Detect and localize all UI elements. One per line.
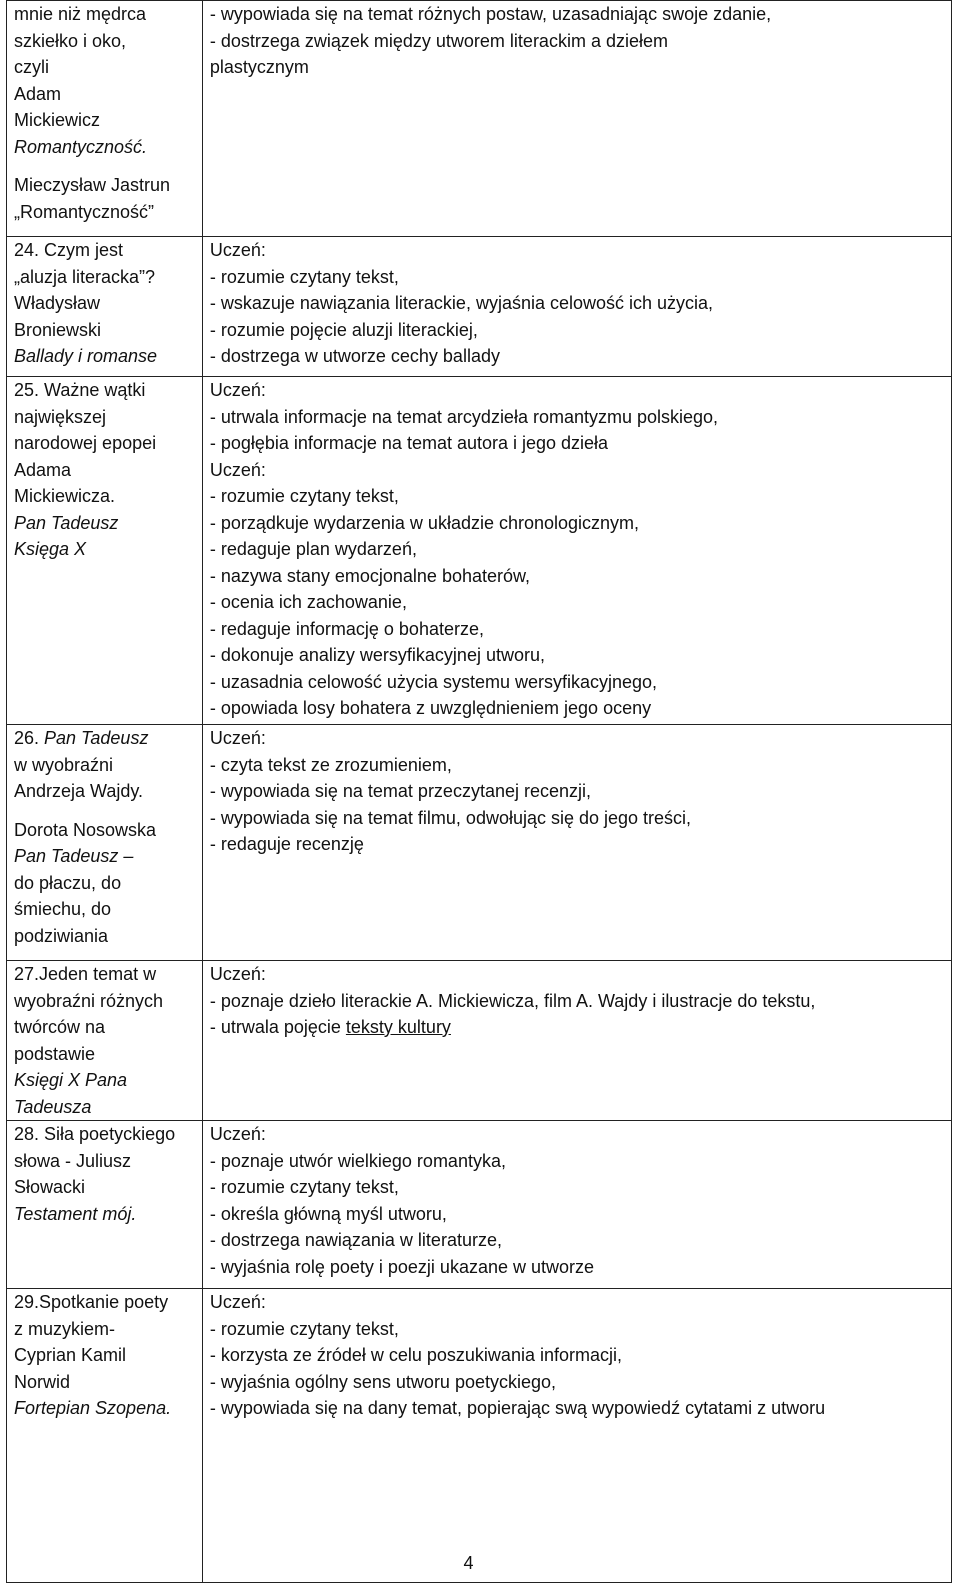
requirement-line: - pogłębia informacje na temat autora i jego dzieła — [209, 433, 609, 453]
requirement-line: - wypowiada się na temat przeczytanej recenzji, — [209, 781, 592, 801]
requirement-line: Uczeń: — [209, 1124, 266, 1144]
topic-line: 27.Jeden temat w — [14, 964, 157, 984]
topic-line: Norwid — [14, 1371, 71, 1392]
topic-line: Adama — [14, 459, 72, 480]
requirement-line: Uczeń: — [209, 964, 266, 984]
topic-line: Księgi X Pana — [14, 1070, 128, 1090]
topic-line: Cyprian Kamil — [14, 1345, 127, 1365]
topic-number: 26. — [14, 728, 45, 748]
topic-line: w wyobraźni — [14, 754, 114, 775]
topic-cell — [7, 377, 203, 725]
topic-line: Andrzeja Wajdy. — [14, 781, 144, 801]
topic-line: mnie niż mędrca — [14, 4, 147, 24]
requirement-line: Uczeń: — [209, 728, 266, 748]
table-row — [7, 961, 952, 1121]
spacer — [14, 805, 195, 817]
topic-line: Słowacki — [14, 1177, 86, 1197]
table-row — [7, 1289, 952, 1583]
requirement-line: - rozumie czytany tekst, — [209, 266, 399, 287]
requirement-line: - utrwala pojęcie teksty kultury — [209, 1017, 451, 1037]
table-row — [7, 1121, 952, 1289]
topic-line: Pan Tadeusz — [14, 512, 119, 533]
topic-line: „Romantyczność” — [14, 201, 155, 222]
topic-line: Tadeusza — [14, 1096, 92, 1117]
table-row — [7, 1, 952, 237]
topic-line: czyli — [14, 57, 49, 77]
requirement-line: Uczeń: — [209, 459, 266, 480]
requirement-line: - czyta tekst ze zrozumieniem, — [209, 754, 452, 775]
requirement-line: - poznaje utwór wielkiego romantyka, — [209, 1150, 506, 1171]
table-row — [7, 377, 952, 725]
topic-cell — [7, 1289, 203, 1583]
requirements-cell — [202, 1, 951, 237]
topic-cell — [7, 1, 203, 237]
topic-cell — [7, 237, 203, 377]
topic-line: do płaczu, do — [14, 872, 122, 893]
topic-line: Testament mój. — [14, 1203, 137, 1224]
requirement-line: Uczeń: — [209, 240, 266, 260]
requirement-line: - utrwala informacje na temat arcydzieła romantyzmu polskiego, — [209, 406, 719, 427]
topic-cell — [7, 1121, 203, 1289]
requirement-line: plastycznym — [209, 57, 309, 77]
topic-line: śmiechu, do — [14, 899, 112, 919]
topic-line: szkiełko i oko, — [14, 30, 127, 51]
requirement-line: - porządkuje wydarzenia w układzie chronologicznym, — [209, 512, 640, 533]
requirements-cell — [202, 237, 951, 377]
topic-line: Ballady i romanse — [14, 346, 158, 366]
requirement-line: - wskazuje nawiązania literackie, wyjaśnia celowość ich użycia, — [209, 293, 714, 313]
topic-cell — [7, 961, 203, 1121]
topic-line: Dorota Nosowska — [14, 819, 157, 840]
topic-line: „aluzja literacka”? — [14, 266, 156, 287]
requirement-line: - dokonuje analizy wersyfikacyjnej utworu, — [209, 645, 545, 665]
topic-line: Broniewski — [14, 319, 102, 340]
underlined-term: teksty kultury — [345, 1017, 451, 1037]
requirement-line: - poznaje dzieło literackie A. Mickiewicza, film A. Wajdy i ilustracje do tekstu, — [209, 990, 816, 1011]
requirement-line: - redaguje informację o bohaterze, — [209, 618, 484, 639]
topic-line: twórców na — [14, 1017, 106, 1037]
requirement-line: Uczeń: — [209, 1292, 266, 1312]
requirements-cell — [202, 725, 951, 961]
requirement-line: - wyjaśnia rolę poety i poezji ukazane w utworze — [209, 1256, 595, 1277]
topic-line: Mieczysław Jastrun — [14, 175, 171, 195]
requirement-line: - wypowiada się na temat różnych postaw, uzasadniając swoje zdanie, — [209, 4, 772, 24]
topic-line: 28. Siła poetyckiego — [14, 1124, 176, 1144]
requirement-line: - wyjaśnia ogólny sens utworu poetyckiego, — [209, 1371, 557, 1392]
requirement-line: - dostrzega nawiązania w literaturze, — [209, 1230, 502, 1250]
requirement-line: - określa główną myśl utworu, — [209, 1203, 447, 1224]
table-row — [7, 725, 952, 961]
topic-line: Władysław — [14, 293, 101, 313]
topic-line: Mickiewicz — [14, 110, 101, 130]
topic-line: 25. Ważne wątki — [14, 380, 146, 400]
requirement-line: - rozumie pojęcie aluzji literackiej, — [209, 319, 478, 340]
requirement-line: - ocenia ich zachowanie, — [209, 592, 407, 612]
topic-line — [14, 725, 195, 752]
topic-line: Pan Tadeusz – — [14, 846, 134, 866]
requirement-line: - uzasadnia celowość użycia systemu wersyfikacyjnego, — [209, 671, 658, 692]
page-number: 4 — [463, 1553, 474, 1573]
topic-line: Księga X — [14, 539, 87, 559]
requirements-cell — [202, 377, 951, 725]
curriculum-table-body — [7, 1, 952, 1583]
requirement-line: - rozumie czytany tekst, — [209, 1177, 399, 1197]
curriculum-table — [6, 0, 952, 1583]
requirement-line: - redaguje recenzję — [209, 834, 364, 854]
topic-line: Romantyczność. — [14, 136, 148, 157]
requirement-line: - nazywa stany emocjonalne bohaterów, — [209, 565, 531, 586]
topic-cell — [7, 725, 203, 961]
requirement-line: Uczeń: — [209, 380, 266, 400]
spacer — [14, 160, 195, 172]
topic-line: wyobraźni różnych — [14, 990, 164, 1011]
topic-line: Adam — [14, 83, 62, 104]
requirement-line: - wypowiada się na dany temat, popierając swą wypowiedź cytatami z utworu — [209, 1398, 826, 1418]
topic-line: 29.Spotkanie poety — [14, 1292, 169, 1312]
requirement-line: - wypowiada się na temat filmu, odwołując się do jego treści, — [209, 807, 692, 828]
requirements-cell — [202, 961, 951, 1121]
requirement-line: - rozumie czytany tekst, — [209, 1318, 399, 1339]
topic-line: Mickiewicza. — [14, 486, 116, 506]
requirement-line: - rozumie czytany tekst, — [209, 486, 399, 506]
requirement-line: - opowiada losy bohatera z uwzględnieniem jego oceny — [209, 698, 652, 718]
requirements-cell — [202, 1121, 951, 1289]
topic-line: słowa - Juliusz — [14, 1150, 132, 1171]
requirement-line: - dostrzega związek między utworem literackim a dziełem — [209, 30, 668, 51]
requirements-cell — [202, 1289, 951, 1583]
table-row — [7, 237, 952, 377]
topic-line: największej — [14, 406, 107, 427]
topic-line: narodowej epopei — [14, 433, 157, 453]
requirement-line: - dostrzega w utworze cechy ballady — [209, 346, 500, 366]
topic-line: podziwiania — [14, 925, 109, 946]
topic-line: z muzykiem- — [14, 1318, 116, 1339]
topic-title-italic: Pan Tadeusz — [44, 728, 149, 748]
topic-line: 24. Czym jest — [14, 240, 124, 260]
requirement-line: - redaguje plan wydarzeń, — [209, 539, 417, 559]
topic-line: podstawie — [14, 1043, 96, 1064]
requirement-line: - korzysta ze źródeł w celu poszukiwania informacji, — [209, 1345, 622, 1365]
topic-line: Fortepian Szopena. — [14, 1398, 172, 1418]
